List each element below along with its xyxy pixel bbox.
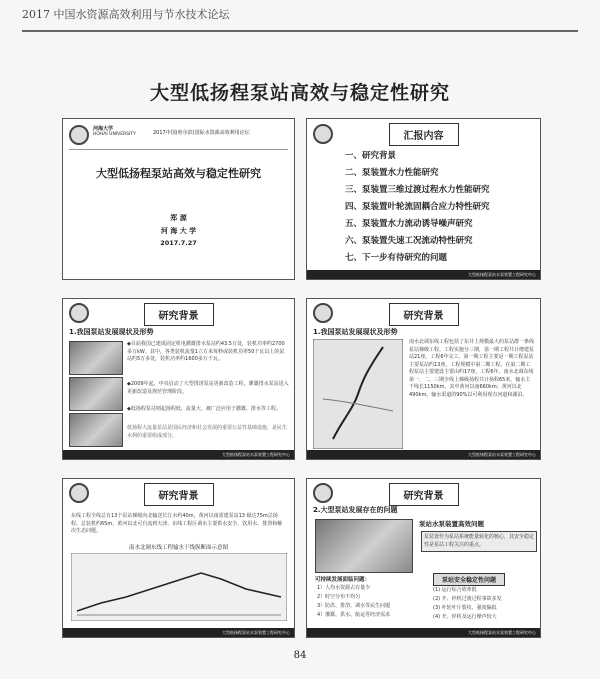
slide-background-1 <box>62 298 295 460</box>
paragraph-3: ◆低扬程泵站则起扬程低、流量大、被广泛应用于灌溉、排水等工程。 <box>127 406 281 412</box>
slide-rule <box>69 149 288 150</box>
outline-heading: 汇报内容 <box>389 123 459 146</box>
event-name: 2017中国(哈尔滨)国际水资源高效利用论坛 <box>153 130 250 136</box>
efficiency-box-text: 泵装置作为泵站系统能量转化的核心，其安全稳定性是泵站工程关注的重点。 <box>421 531 537 552</box>
page-header: 2017 中国水资源高效利用与节水技术论坛 <box>22 8 230 21</box>
efficiency-box-title: 泵站水泵装置高效问题 <box>419 520 484 528</box>
footer-org: 大型低扬程泵站水泵装置工程研究中心 <box>468 630 536 635</box>
footer-bar <box>307 270 540 279</box>
pump-station-photo <box>315 519 413 573</box>
hohai-logo-icon <box>313 124 333 144</box>
pump-station-photo-1 <box>69 341 123 375</box>
hohai-logo-icon <box>69 483 89 503</box>
footer-bar <box>63 450 294 459</box>
paragraph-2: ◆2009年起，中央启动了大型排涝泵站更新改造工程，灌溉排水泵站进入更新改造及规范管理阶段。 <box>127 381 289 395</box>
slide-heading: 研究背景 <box>144 303 214 326</box>
footer-bar <box>63 628 294 637</box>
east-route-text: 南水北调东线工程包括了东井上规模最大的泵站群一条线泵站梯级工程。工程实施分三期，第一期工程共计增建泵站21座。工程6年完工。第一期工程主要是一期工程泵站主要泵站约13座，工程规模中第二期工程。在第二期工程泵站主要建设主要由约17座。工程6年。南水北调东线第一、二、三期全线上梯级扬程共计扬程65米，输水主干线长1150km，其中黄河以南660km；黄河以北490km。输水渠道的90%以可利用现有河道和湖泊。 <box>409 339 535 398</box>
section-subtitle: 2.大型泵站发展存在的问题 <box>313 506 398 514</box>
author: 郑 源 <box>170 214 187 222</box>
stability-item: (4) 开、停机及运行噪声较大 <box>433 614 497 620</box>
stability-item: (2) 开、停机过渡过程事故多发 <box>433 596 502 602</box>
diagram-title: 南水北调东线工程输水干线纵断面示意图 <box>128 545 228 551</box>
logo-name-en: HOHAI UNIVERSITY <box>93 132 136 137</box>
problem-item: 4）灌溉、供水、航运等经济需求 <box>317 612 391 618</box>
footer-org: 大型低扬程泵站水泵装置工程研究中心 <box>468 272 536 277</box>
outline-item: 七、下一步有待研究的问题 <box>345 253 448 263</box>
outline-item: 六、泵装置失速工况流动特性研究 <box>345 236 473 246</box>
slide-outline <box>306 118 541 280</box>
outline-item: 四、泵装置叶轮流固耦合应力特性研究 <box>345 202 490 212</box>
slide-problems <box>306 478 541 638</box>
problem-item: 2）时空分布不均匀 <box>317 594 361 600</box>
slide-heading: 研究背景 <box>389 483 459 506</box>
route-map <box>313 339 403 449</box>
page-number: 84 <box>293 650 307 661</box>
slide-background-3 <box>62 478 295 638</box>
slide-background-2 <box>306 298 541 460</box>
outline-item: 二、泵装置水力性能研究 <box>345 168 439 178</box>
stability-item: (1) 运行综合效率低 <box>433 587 477 593</box>
outline-item: 三、泵装置三维过渡过程水力性能研究 <box>345 185 490 195</box>
problem-item: 1）人均水资源占有量少 <box>317 585 371 591</box>
profile-diagram <box>71 553 287 621</box>
hohai-logo-icon <box>69 125 89 145</box>
section-subtitle: 1.我国泵站发展现状及形势 <box>69 328 154 336</box>
stability-item: (3) 叶轮叶片裂纹、强度偏低 <box>433 605 497 611</box>
outline-item: 一、研究背景 <box>345 151 397 161</box>
stability-title: 泵站安全稳定性问题 <box>433 573 505 586</box>
slide-title <box>62 118 295 280</box>
slide-heading: 研究背景 <box>144 483 214 506</box>
pump-station-photo-3 <box>69 413 123 447</box>
hohai-logo-icon <box>313 303 333 323</box>
pump-station-photo-2 <box>69 377 123 411</box>
footer-org: 大型低扬程泵站水泵装置工程研究中心 <box>222 452 290 457</box>
logo-name-cn: 河海大学 <box>93 126 114 132</box>
paper-title: 大型低扬程泵站高效与稳定性研究 <box>149 82 450 104</box>
problem-item: 3）防洪、排涝、调水等民生问题 <box>317 603 391 609</box>
footer-org: 大型低扬程泵站水泵装置工程研究中心 <box>222 630 290 635</box>
paragraph: 东线工程全线总有13个泵站梯级向北输送长江水约40m，黄河以南需建泵站13 级达75m总扬程。总装机约65m，黄河以北可自流到天津。东线工程区调水主要供水安全、饮用水、排涝和解决生态问题。 <box>71 513 283 534</box>
date: 2017.7.27 <box>160 239 197 247</box>
hohai-logo-icon <box>313 483 333 503</box>
university: 河 海 大 学 <box>160 227 197 235</box>
header-rule <box>22 30 578 32</box>
footer-bar <box>307 628 540 637</box>
section-subtitle: 1.我国泵站发展现状及形势 <box>313 328 398 336</box>
outline-item: 五、泵装置水力流动诱导噪声研究 <box>345 219 473 229</box>
footer-org: 大型低扬程泵站水泵装置工程研究中心 <box>468 452 536 457</box>
slide-main-title: 大型低扬程泵站高效与稳定性研究 <box>96 167 261 180</box>
paragraph-1: ◆目前我国已建成固定机电灌溉排水泵站约43.5万处，装机功率约2700多万kW。其中，各类装机流量1立方米每秒或装机功率50千瓦以上的泵站约5万多处，装机功率约1600多万千瓦。 <box>127 341 285 362</box>
hohai-logo-icon <box>69 303 89 323</box>
left-title: 可持续发展面临问题： <box>315 577 371 583</box>
footer-bar <box>307 450 540 459</box>
slide-heading: 研究背景 <box>389 303 459 326</box>
paragraph-4: 低扬程大流量泵站是国民经济和社会发展的重要公益性基础设施，是民生水利的重要组成部分。 <box>127 425 288 439</box>
